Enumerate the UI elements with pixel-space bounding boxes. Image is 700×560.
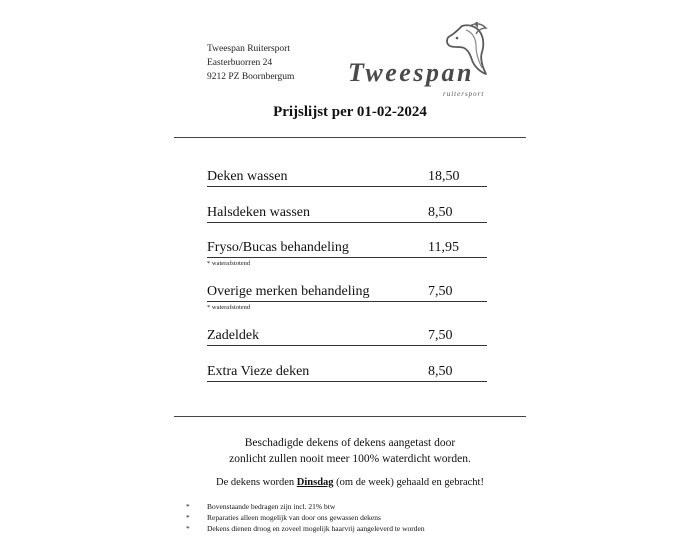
item-note: * waterafstotend (207, 260, 251, 267)
price-row (207, 239, 487, 267)
item-name: Deken wassen (207, 169, 288, 184)
company-address (207, 42, 294, 84)
price-row (207, 168, 487, 187)
warning-line-2: zonlicht zullen nooit meer 100% waterdicht worden. (229, 453, 471, 465)
item-price: 11,95 (428, 240, 459, 255)
item-price: 18,50 (428, 169, 460, 184)
item-name: Zadeldek (207, 328, 260, 343)
pickup-day: Dinsdag (296, 477, 334, 488)
top-divider (174, 137, 526, 138)
company-city: 9212 PZ Boornbergum (207, 72, 295, 82)
item-price: 7,50 (428, 284, 453, 299)
warning-line-1: Beschadigde dekens of dekens aangetast door (244, 437, 456, 449)
logo-tagline: ruitersport (443, 90, 485, 98)
item-name: Overige merken behandeling (207, 284, 370, 299)
footnote-text: Dekens dienen droog en zoveel mogelijk haarvrij aangeleverd te worden (207, 524, 425, 533)
price-row (207, 363, 487, 382)
warning-text (0, 435, 700, 467)
item-price: 8,50 (428, 205, 453, 220)
pickup-schedule (0, 477, 700, 488)
footnote-item (186, 512, 425, 523)
logo-wordmark: Tweespan (348, 58, 474, 87)
price-row (207, 283, 487, 311)
item-name: Halsdeken wassen (207, 205, 311, 220)
company-street: Easterbuorren 24 (207, 58, 273, 68)
company-logo (345, 22, 495, 102)
company-name: Tweespan Ruitersport (207, 44, 290, 54)
price-row (207, 327, 487, 346)
price-row (207, 204, 487, 223)
footnote-item (186, 523, 425, 534)
page-title: Prijslijst per 01-02-2024 (273, 104, 427, 120)
pickup-text-after: (om de week) gehaald en gebracht! (333, 477, 484, 488)
item-price: 7,50 (428, 328, 453, 343)
item-name: Extra Vieze deken (207, 364, 310, 379)
item-note: * waterafstotend (207, 304, 251, 311)
item-price: 8,50 (428, 364, 453, 379)
footnotes-list (186, 501, 425, 534)
footnote-text: Reparaties alleen mogelijk van door ons gewassen dekens (207, 513, 381, 522)
footnote-bullet: * (186, 524, 190, 533)
footnote-item (186, 501, 425, 512)
item-name: Fryso/Bucas behandeling (207, 240, 349, 255)
pickup-text-before: De dekens worden (216, 477, 297, 488)
footnote-text: Bovenstaande bedragen zijn incl. 21% btw (207, 502, 336, 511)
bottom-divider (174, 416, 526, 417)
footnote-bullet: * (186, 502, 190, 511)
footnote-bullet: * (186, 513, 190, 522)
